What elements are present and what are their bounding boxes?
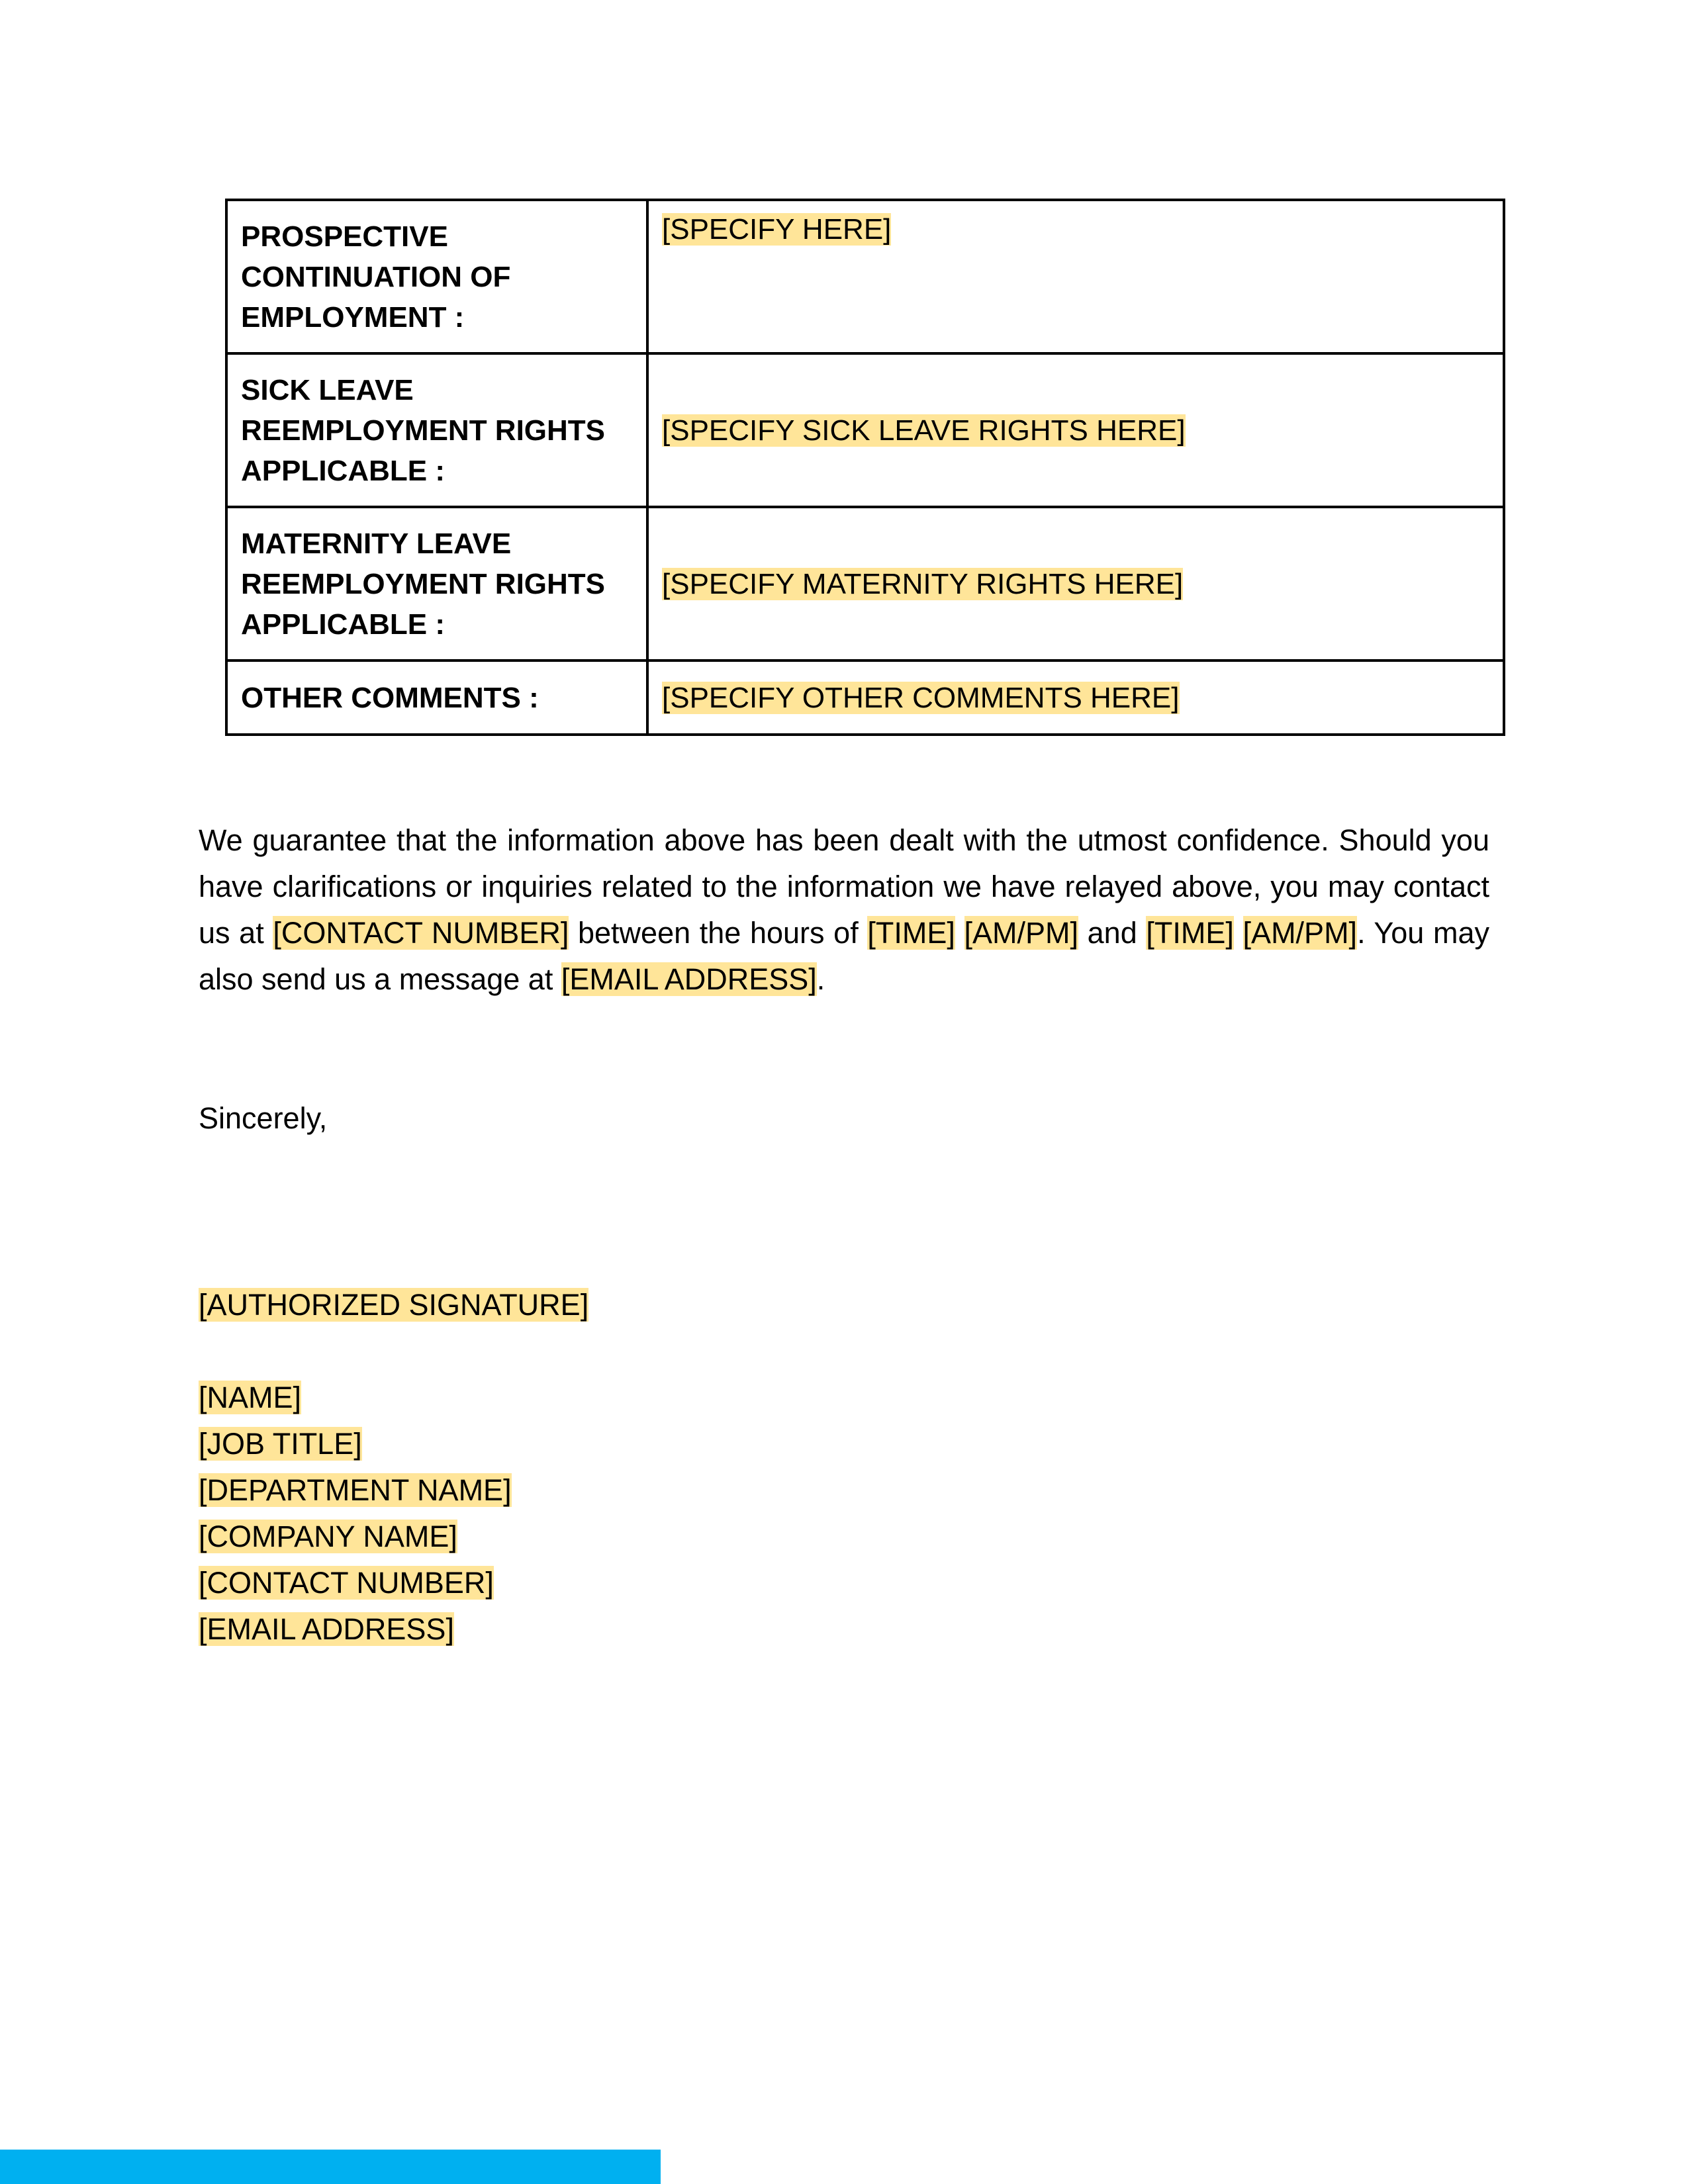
paragraph-and: and bbox=[1078, 916, 1147, 950]
row-value-continuation bbox=[647, 200, 1504, 353]
placeholder-sender-email-address: [EMAIL ADDRESS] bbox=[199, 1612, 454, 1646]
sender-department-line bbox=[199, 1467, 512, 1514]
placeholder-contact-number: [CONTACT NUMBER] bbox=[273, 916, 569, 950]
placeholder-email-address: [EMAIL ADDRESS] bbox=[561, 962, 817, 996]
row-label-other-comments: OTHER COMMENTS : bbox=[226, 660, 647, 735]
placeholder-name: [NAME] bbox=[199, 1381, 302, 1414]
signature-line bbox=[199, 1282, 588, 1328]
placeholder-authorized-signature: [AUTHORIZED SIGNATURE] bbox=[199, 1288, 589, 1322]
row-value-maternity-leave bbox=[647, 507, 1504, 660]
sender-details bbox=[199, 1375, 512, 1653]
table-row bbox=[226, 507, 1504, 660]
sender-company-line bbox=[199, 1514, 512, 1560]
sender-name-line bbox=[199, 1375, 512, 1421]
placeholder-maternity-rights: [SPECIFY MATERNITY RIGHTS HERE] bbox=[662, 567, 1184, 600]
placeholder-sick-leave-rights: [SPECIFY SICK LEAVE RIGHTS HERE] bbox=[662, 414, 1186, 447]
paragraph-period: . You may also send us a message at bbox=[199, 916, 1489, 996]
footer-accent-bar bbox=[0, 2150, 661, 2184]
paragraph-end: . bbox=[816, 962, 825, 996]
row-value-sick-leave bbox=[647, 353, 1504, 507]
row-label-continuation: PROSPECTIVE CONTINUATION OF EMPLOYMENT : bbox=[226, 200, 647, 353]
placeholder-ampm-start: [AM/PM] bbox=[964, 916, 1079, 950]
paragraph-intro: We guarantee that the information above has been dealt with the utmost confidence. Should you have clarifications or inquiries related to the information we have relayed above, you may contact us at bbox=[199, 823, 1489, 950]
table-row bbox=[226, 660, 1504, 735]
paragraph-between: between the hours of bbox=[569, 916, 868, 950]
placeholder-other-comments: [SPECIFY OTHER COMMENTS HERE] bbox=[662, 681, 1180, 714]
placeholder-department-name: [DEPARTMENT NAME] bbox=[199, 1473, 512, 1507]
placeholder-company-name: [COMPANY NAME] bbox=[199, 1520, 457, 1553]
table-row bbox=[226, 353, 1504, 507]
row-label-maternity-leave: MATERNITY LEAVE REEMPLOYMENT RIGHTS APPLICABLE : bbox=[226, 507, 647, 660]
table-row bbox=[226, 200, 1504, 353]
sender-job-title-line bbox=[199, 1421, 512, 1467]
placeholder-time-start: [TIME] bbox=[867, 916, 955, 950]
placeholder-ampm-end: [AM/PM] bbox=[1243, 916, 1358, 950]
closing-salutation: Sincerely, bbox=[199, 1101, 328, 1135]
confidentiality-paragraph bbox=[199, 817, 1489, 1003]
employment-info-table bbox=[225, 199, 1505, 736]
placeholder-sender-contact-number: [CONTACT NUMBER] bbox=[199, 1566, 494, 1600]
placeholder-job-title: [JOB TITLE] bbox=[199, 1427, 362, 1461]
sender-contact-line bbox=[199, 1560, 512, 1606]
sender-email-line bbox=[199, 1606, 512, 1653]
placeholder-time-end: [TIME] bbox=[1146, 916, 1234, 950]
placeholder-specify-here: [SPECIFY HERE] bbox=[662, 213, 892, 246]
row-label-sick-leave: SICK LEAVE REEMPLOYMENT RIGHTS APPLICABLE : bbox=[226, 353, 647, 507]
row-value-other-comments bbox=[647, 660, 1504, 735]
